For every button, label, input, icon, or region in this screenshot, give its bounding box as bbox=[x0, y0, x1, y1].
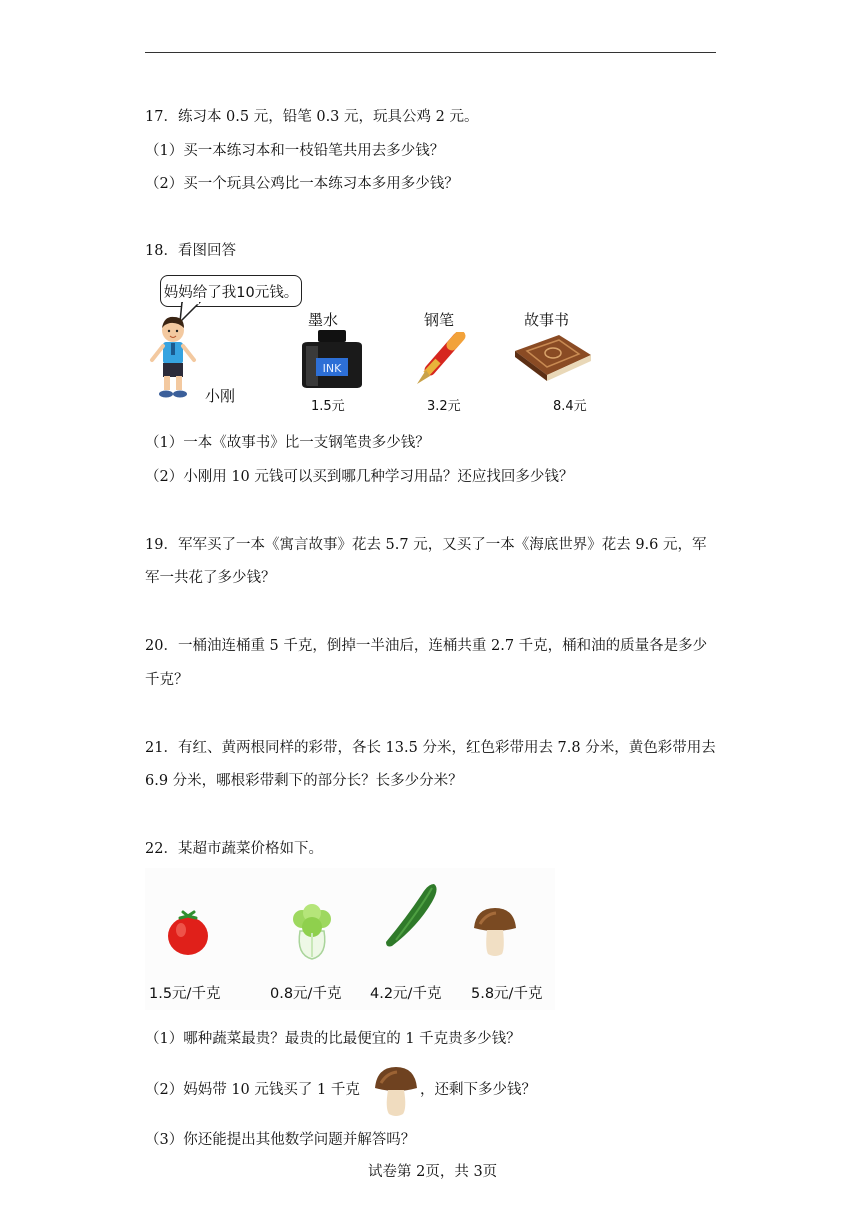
q18-stem: 18．看图回答 bbox=[145, 243, 236, 259]
q21-line1: 21．有红、黄两根同样的彩带，各长 13.5 分米，红色彩带用去 7.8 分米，黄色彩带用去 bbox=[145, 740, 716, 756]
item-price-book: 8.4元 bbox=[553, 399, 587, 414]
q20-line1: 20．一桶油连桶重 5 千克，倒掉一半油后，连桶共重 2.7 千克，桶和油的质量各是多少 bbox=[145, 638, 708, 654]
q19-line1: 19．军军买了一本《寓言故事》花去 5.7 元，又买了一本《海底世界》花去 9.6 元，军 bbox=[145, 537, 707, 553]
boy-name: 小刚 bbox=[205, 387, 236, 405]
cabbage-icon bbox=[290, 903, 334, 961]
pen-icon bbox=[414, 332, 466, 386]
q22-stem: 22．某超市蔬菜价格如下。 bbox=[145, 841, 323, 857]
cucumber-icon bbox=[382, 880, 442, 950]
boy-icon bbox=[148, 314, 198, 400]
q20-line2: 千克？ bbox=[145, 672, 189, 688]
veg-price-mushroom: 5.8元/千克 bbox=[471, 986, 543, 1002]
item-price-pen: 3.2元 bbox=[427, 399, 461, 414]
item-name-pen: 钢笔 bbox=[424, 311, 455, 329]
q22-sub2-part1: （2）妈妈带 10 元钱买了 1 千克 bbox=[145, 1082, 360, 1098]
svg-text:INK: INK bbox=[322, 362, 342, 375]
q21-line2: 6.9 分米，哪根彩带剩下的部分长？长多少分米？ bbox=[145, 773, 463, 789]
book-icon bbox=[513, 333, 593, 383]
speech-text: 妈妈给了我10元钱。 bbox=[163, 284, 299, 301]
q22-sub1: （1）哪种蔬菜最贵？最贵的比最便宜的 1 千克贵多少钱？ bbox=[145, 1031, 521, 1047]
page-footer: 试卷第 2页，共 3页 bbox=[368, 1164, 498, 1180]
mushroom-inline-icon bbox=[373, 1064, 419, 1118]
ink-bottle-icon bbox=[298, 330, 366, 390]
q19-line2: 军一共花了多少钱？ bbox=[145, 570, 276, 586]
q17-sub2: （2）买一个玩具公鸡比一本练习本多用多少钱？ bbox=[145, 176, 459, 192]
item-name-book: 故事书 bbox=[524, 311, 570, 329]
veg-price-cabbage: 0.8元/千克 bbox=[270, 986, 342, 1002]
q18-sub2: （2）小刚用 10 元钱可以买到哪几种学习用品？还应找回多少钱？ bbox=[145, 469, 574, 485]
q17-sub1: （1）买一本练习本和一枝铅笔共用去多少钱？ bbox=[145, 143, 445, 159]
veg-price-cucumber: 4.2元/千克 bbox=[370, 986, 442, 1002]
tomato-icon bbox=[166, 910, 210, 958]
q22-sub2-part2: ，还剩下多少钱？ bbox=[420, 1082, 536, 1098]
q17-stem: 17．练习本 0.5 元，铅笔 0.3 元，玩具公鸡 2 元。 bbox=[145, 109, 479, 125]
item-price-ink: 1.5元 bbox=[311, 399, 345, 414]
header-rule bbox=[145, 52, 716, 53]
q18-sub1: （1）一本《故事书》比一支钢笔贵多少钱？ bbox=[145, 435, 430, 451]
item-name-ink: 墨水 bbox=[308, 311, 339, 329]
q22-sub3: （3）你还能提出其他数学问题并解答吗？ bbox=[145, 1132, 416, 1148]
mushroom-icon bbox=[472, 906, 518, 958]
veg-price-tomato: 1.5元/千克 bbox=[149, 986, 221, 1002]
